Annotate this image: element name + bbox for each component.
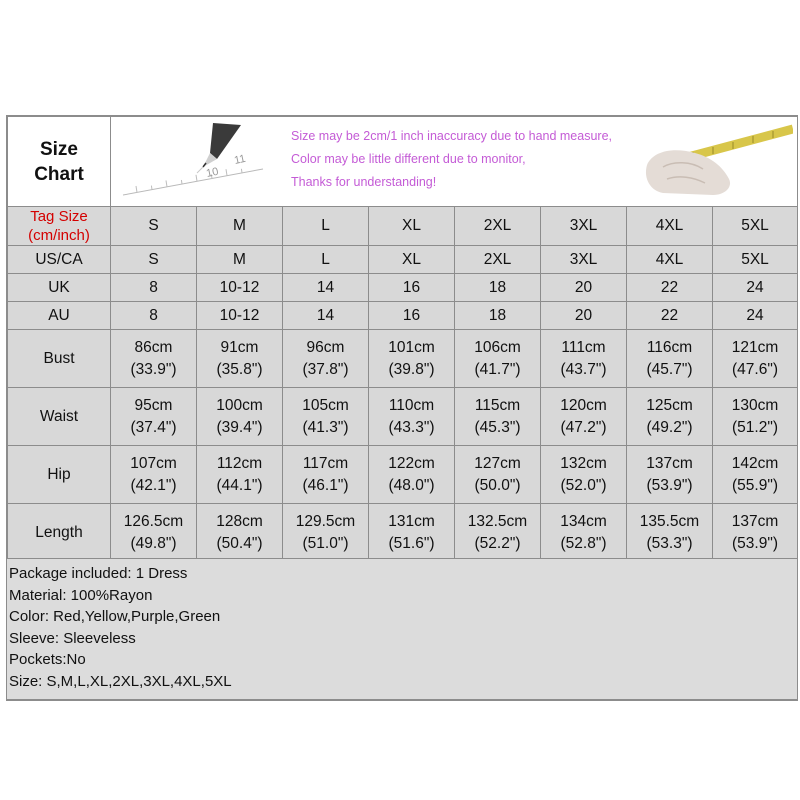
cell-line: 137cm [731, 512, 779, 530]
size-row-us-ca [8, 246, 798, 274]
cell-line: 10-12 [219, 278, 260, 296]
row-label: US/CA [8, 246, 111, 274]
cell-line: (51.2") [732, 418, 778, 436]
tag-size-label: Tag Size (cm/inch) [8, 207, 111, 246]
size-cell [111, 388, 197, 446]
cell-line: 111cm [561, 338, 606, 356]
size-cell [455, 302, 541, 330]
cell-line: 135.5cm [639, 512, 700, 530]
info-sizes: Size: S,M,L,XL,2XL,3XL,4XL,5XL [9, 672, 232, 690]
size-cell [713, 446, 798, 504]
cell-line: L [321, 250, 330, 268]
size-cell [369, 246, 455, 274]
size-header-cell: 5XL [713, 207, 798, 246]
cell-line: 107cm [130, 454, 177, 472]
row-label: AU [8, 302, 111, 330]
size-cell [627, 388, 713, 446]
cell-line: (45.7") [646, 360, 693, 378]
size-cell [197, 330, 283, 388]
cell-line: 121cm [731, 338, 779, 356]
note-line: Color may be little different due to monitor, [291, 152, 526, 166]
cell-line: 142cm [731, 454, 779, 472]
size-cell [369, 302, 455, 330]
size-cell [111, 330, 197, 388]
cell-line: 18 [488, 278, 507, 296]
cell-line: (41.7") [474, 360, 521, 378]
size-header-cell: L [283, 207, 369, 246]
cell-line: (45.3") [474, 418, 521, 436]
size-row-length [8, 504, 798, 562]
cell-line: 115cm [474, 396, 521, 414]
cell-line: 10-12 [219, 306, 260, 324]
size-header-cell: M [197, 207, 283, 246]
cell-line: (50.0") [474, 476, 521, 494]
cell-line: 131cm [388, 512, 435, 530]
cell-line: (51.0") [302, 534, 349, 552]
cell-line: 126.5cm [123, 512, 184, 530]
measurement-notes [291, 125, 612, 194]
cell-line: 96cm [306, 338, 345, 356]
size-header-cell: S [111, 207, 197, 246]
cell-line: (37.4") [130, 418, 177, 436]
cell-line: 100cm [216, 396, 263, 414]
size-cell [627, 274, 713, 302]
cell-line: 101cm [388, 338, 435, 356]
row-label: UK [8, 274, 111, 302]
cell-line: (52.2") [474, 534, 521, 552]
size-cell [541, 330, 627, 388]
cell-line: 116cm [646, 338, 693, 356]
size-cell [369, 446, 455, 504]
size-cell [713, 302, 798, 330]
size-cell [197, 504, 283, 562]
size-cell [369, 274, 455, 302]
cell-line: (43.7") [560, 360, 607, 378]
cell-line: 128cm [216, 512, 263, 530]
ruler-mark-10: 10 [205, 165, 220, 180]
size-row-waist [8, 388, 798, 446]
size-cell [111, 302, 197, 330]
cell-line: (53.9") [732, 534, 778, 552]
ruler-pencil-illustration [117, 119, 267, 199]
note-line: Size may be 2cm/1 inch inaccuracy due to hand measure, [291, 129, 613, 143]
size-cell [197, 388, 283, 446]
cell-line: (46.1") [302, 476, 349, 494]
size-header-cell: 4XL [627, 207, 713, 246]
cell-line: 2XL [483, 250, 512, 268]
cell-line: 20 [574, 306, 593, 324]
cell-line: 14 [316, 306, 335, 324]
size-cell [111, 246, 197, 274]
cell-line: 4XL [655, 250, 684, 268]
cell-line: 14 [316, 278, 335, 296]
info-material: Material: 100%Rayon [9, 586, 153, 604]
cell-line: 130cm [731, 396, 779, 414]
cell-line: 16 [402, 278, 421, 296]
cell-line: (33.9") [130, 360, 177, 378]
size-header-cell: 2XL [455, 207, 541, 246]
cell-line: 110cm [388, 396, 435, 414]
cell-line: (43.3") [388, 418, 435, 436]
info-color: Color: Red,Yellow,Purple,Green [9, 608, 221, 626]
cell-line: 125cm [646, 396, 693, 414]
size-cell [283, 330, 369, 388]
size-cell [197, 446, 283, 504]
cell-line: (39.4") [216, 418, 263, 436]
size-header-cell: XL [369, 207, 455, 246]
cell-line: 127cm [474, 454, 521, 472]
size-cell [111, 446, 197, 504]
cell-line: 8 [149, 278, 158, 296]
size-cell [283, 446, 369, 504]
cell-line: 86cm [134, 338, 173, 356]
size-cell [369, 388, 455, 446]
chart-title: Size Chart [8, 117, 111, 207]
cell-line: (51.6") [388, 534, 435, 552]
cell-line: 95cm [134, 396, 173, 414]
cell-line: 20 [574, 278, 593, 296]
cell-line: M [233, 250, 246, 268]
cell-line: (53.9") [646, 476, 693, 494]
cell-line: 18 [488, 306, 507, 324]
size-cell [627, 504, 713, 562]
cell-line: (53.3") [646, 534, 693, 552]
size-cell [627, 302, 713, 330]
size-cell [627, 446, 713, 504]
cell-line: 105cm [302, 396, 349, 414]
cell-line: (49.8") [130, 534, 177, 552]
size-row-uk [8, 274, 798, 302]
size-cell [713, 246, 798, 274]
size-row-au [8, 302, 798, 330]
row-label: Length [8, 504, 111, 562]
size-row-hip [8, 446, 798, 504]
size-cell [283, 388, 369, 446]
cell-line: 24 [746, 306, 764, 324]
size-cell [197, 246, 283, 274]
size-cell [541, 388, 627, 446]
cell-line: (50.4") [216, 534, 263, 552]
size-cell [541, 274, 627, 302]
size-row-bust [8, 330, 798, 388]
cell-line: (42.1") [130, 476, 177, 494]
row-label: Bust [8, 330, 111, 388]
size-cell [283, 504, 369, 562]
size-cell [541, 302, 627, 330]
cell-line: 134cm [560, 512, 607, 530]
size-cell [713, 388, 798, 446]
cell-line: (41.3") [302, 418, 349, 436]
size-cell [197, 302, 283, 330]
cell-line: 3XL [569, 250, 598, 268]
cell-line: (48.0") [388, 476, 435, 494]
cell-line: 122cm [388, 454, 435, 472]
cell-line: 22 [660, 306, 679, 324]
cell-line: 24 [746, 278, 764, 296]
cell-line: 5XL [741, 250, 769, 268]
cell-line: (52.0") [560, 476, 607, 494]
cell-line: 22 [660, 278, 679, 296]
size-cell [283, 302, 369, 330]
cell-line: 129.5cm [295, 512, 356, 530]
product-info [6, 558, 798, 700]
size-cell [455, 274, 541, 302]
size-cell [455, 504, 541, 562]
cell-line: 106cm [474, 338, 521, 356]
info-sleeve: Sleeve: Sleeveless [9, 629, 136, 647]
size-cell [369, 504, 455, 562]
info-package: Package included: 1 Dress [9, 565, 188, 582]
size-header-cell: 3XL [541, 207, 627, 246]
cell-line: 137cm [646, 454, 693, 472]
hand-measuring-tape-illustration [633, 121, 793, 199]
size-cell [627, 246, 713, 274]
cell-line: 91cm [220, 338, 259, 356]
size-cell [455, 388, 541, 446]
cell-line: (47.2") [560, 418, 607, 436]
size-cell [713, 504, 798, 562]
cell-line: 132cm [560, 454, 607, 472]
cell-line: S [148, 250, 159, 268]
cell-line: (49.2") [646, 418, 693, 436]
size-cell [455, 446, 541, 504]
info-pockets: Pockets:No [9, 651, 86, 669]
size-cell [455, 246, 541, 274]
size-cell [283, 246, 369, 274]
cell-line: XL [402, 250, 421, 268]
cell-line: 132.5cm [467, 512, 528, 530]
cell-line: 16 [402, 306, 421, 324]
cell-line: (44.1") [216, 476, 263, 494]
size-cell [541, 504, 627, 562]
cell-line: 117cm [302, 454, 349, 472]
row-label: Hip [8, 446, 111, 504]
cell-line: 8 [149, 306, 158, 324]
size-cell [111, 504, 197, 562]
size-cell [369, 330, 455, 388]
cell-line: (47.6") [732, 360, 778, 378]
cell-line: 112cm [216, 454, 263, 472]
size-cell [541, 246, 627, 274]
cell-line: (37.8") [302, 360, 349, 378]
cell-line: (52.8") [560, 534, 607, 552]
size-table [7, 116, 798, 562]
size-cell [283, 274, 369, 302]
size-cell [111, 274, 197, 302]
size-cell [541, 446, 627, 504]
cell-line: (39.8") [388, 360, 435, 378]
note-line: Thanks for understanding! [291, 175, 437, 189]
size-cell [455, 330, 541, 388]
ruler-mark-11: 11 [233, 152, 247, 167]
size-cell [627, 330, 713, 388]
size-cell [197, 274, 283, 302]
cell-line: (55.9") [732, 476, 778, 494]
tag-size-row [8, 207, 798, 246]
cell-line: 120cm [560, 396, 607, 414]
size-cell [713, 274, 798, 302]
size-cell [713, 330, 798, 388]
cell-line: (35.8") [216, 360, 263, 378]
banner [111, 117, 798, 207]
row-label: Waist [8, 388, 111, 446]
